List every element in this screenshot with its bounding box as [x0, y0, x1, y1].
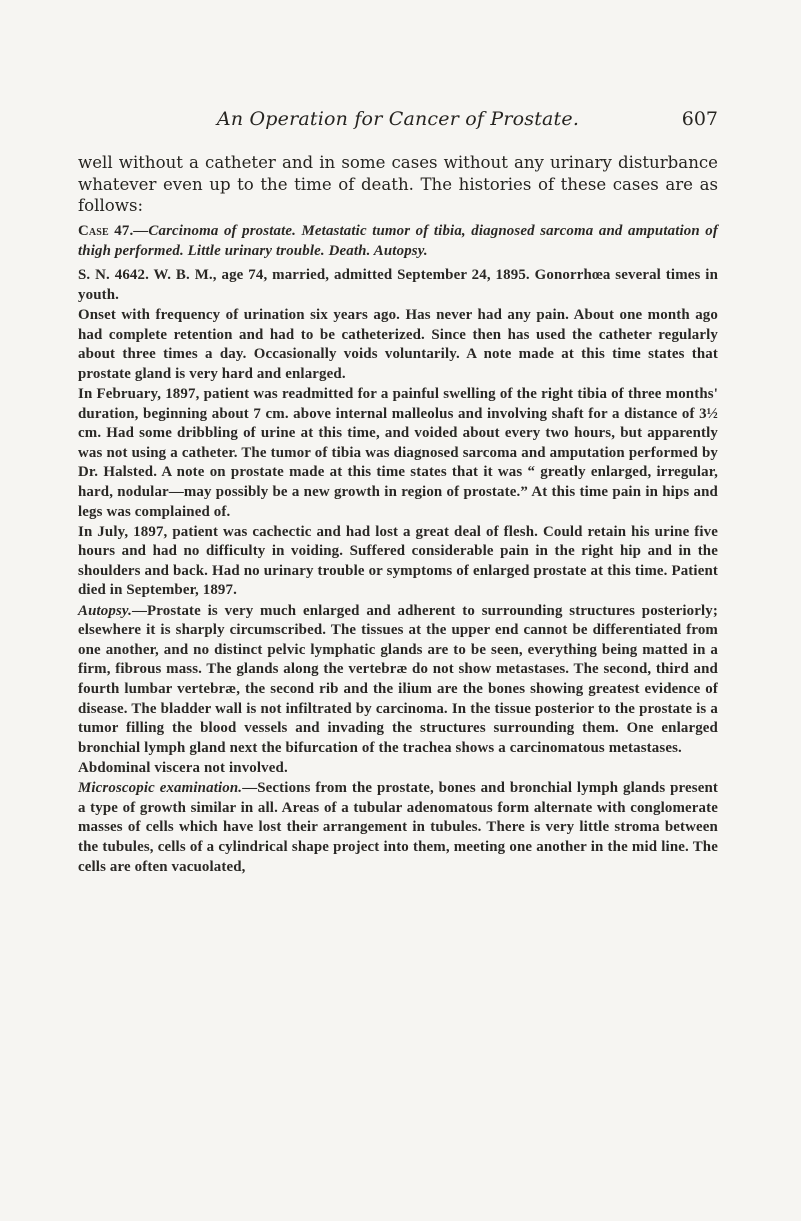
case-body [78, 222, 718, 878]
case-paragraph-2: Onset with frequency of urination six years ago. Has never had any pain. About one month ago had complete retention and had to be catheterized. Since then has used the catheter regularly about three times a day. Occasionally voids voluntarily. A note made at this time states that prostate gland is very hard and enlarged. [78, 306, 718, 382]
case-label: Case 47. [78, 223, 134, 239]
case-paragraph-1: S. N. 4642. W. B. M., age 74, married, admitted September 24, 1895. Gonorrhœa several times in youth. [78, 267, 718, 303]
page-number: 607 [681, 108, 718, 130]
case-title-text: Carcinoma of prostate. Metastatic tumor of tibia, diagnosed sarcoma and amputation of thigh performed. Little urinary trouble. Death. Autopsy. [78, 223, 719, 259]
case-heading [78, 222, 718, 261]
autopsy-paragraph [78, 602, 718, 759]
running-head [78, 108, 718, 134]
case-title: —Carcinoma of prostate. Metastatic tumor of tibia, diagnosed sarcoma and amputation of thigh performed. Little urinary trouble. Death. Autopsy. [78, 223, 719, 259]
autopsy-text: —Prostate is very much enlarged and adherent to surrounding structures posteriorly; elsewhere it is sharply circumscribed. The tissues at the upper end cannot be differentiated from one another, and no distinct pelvic lymphatic glands are to be seen, everything being matted in a firm, fibrous mass. The glands along the vertebræ do not show metastases. The second, third and fourth lumbar vertebræ, the second rib and the ilium are the bones showing greatest evidence of disease. The bladder wall is not infiltrated by carcinoma. In the tissue posterior to the prostate is a tumor filling the blood vessels and invading the structures surrounding them. One enlarged bronchial lymph gland next the bifurcation of the trachea shows a carcinomatous metastases. [78, 602, 718, 756]
case-paragraph-3: In February, 1897, patient was readmitted for a painful swelling of the right tibia of three months' duration, beginning about 7 cm. above internal malleolus and involving shaft for a distance of 3½ cm. Had some dribbling of urine at this time, and voided about every two hours, but apparently was not using a catheter. The tumor of tibia was diagnosed sarcoma and amputation performed by Dr. Halsted. A note on prostate made at this time states that it was “ greatly enlarged, irregular, hard, nodular—may possibly be a new growth in region of prostate.” At this time pain in hips and legs was complained of. [78, 385, 718, 520]
autopsy-label: Autopsy. [78, 602, 133, 619]
microscopic-label: Microscopic examination. [78, 780, 243, 797]
case-paragraph-4: In July, 1897, patient was cachectic and had lost a great deal of flesh. Could retain his urine five hours and had no difficulty in voiding. Suffered considerable pain in the right hip and in the shoulders and back. Had no urinary trouble or symptoms of enlarged prostate at this time. Patient died in September, 1897. [78, 523, 718, 599]
microscopic-text: —Sections from the prostate, bones and bronchial lymph glands present a type of growth similar in all. Areas of a tubular adenomatous form alternate with conglomerate masses of cells which have lost their arrangement in tubules. There is very little stroma between the tubules, cells of a cylindrical shape project into them, meeting one another in the mid line. The cells are often vacuolated, [78, 780, 719, 875]
running-title: An Operation for Cancer of Prostate. [216, 108, 580, 130]
intro-paragraph: well without a catheter and in some cases without any urinary disturbance whatever even up to the time of death. The histories of these cases are as follows: [78, 153, 718, 215]
microscopic-paragraph [78, 779, 718, 877]
abdominal-paragraph: Abdominal viscera not involved. [78, 760, 288, 776]
